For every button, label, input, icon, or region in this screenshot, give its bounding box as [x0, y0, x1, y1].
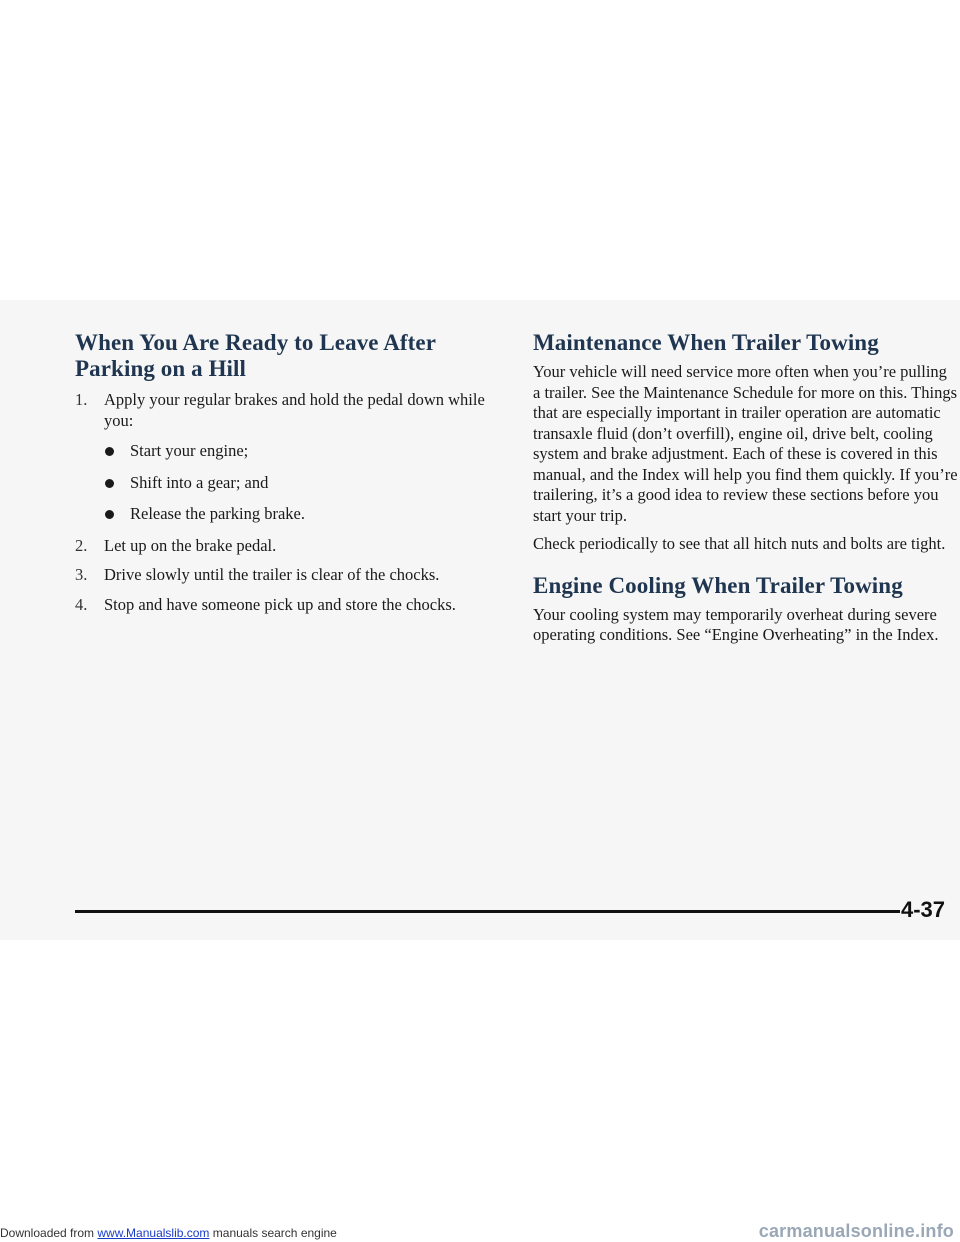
bullet-icon [105, 479, 114, 488]
bullet-icon [105, 447, 114, 456]
step-number: 1. [75, 390, 88, 409]
page-number: 4-37 [900, 897, 945, 922]
step-text: Stop and have someone pick up and store the chocks. [104, 594, 456, 614]
step-item [75, 390, 505, 525]
bullet-item [104, 473, 505, 494]
step-item [75, 595, 505, 616]
bullet-list [104, 441, 505, 525]
heading-maintenance-trailer-towing: Maintenance When Trailer Towing [533, 330, 879, 355]
step-text: Apply your regular brakes and hold the pedal down while you: [104, 390, 485, 430]
bullet-text: Start your engine; [130, 441, 249, 460]
hitch-check-paragraph: Check periodically to see that all hitch nuts and bolts are tight. [533, 534, 946, 553]
maintenance-paragraph: Your vehicle will need service more often when you’re pulling a trailer. See the Maintenance Schedule for more on this. Things that are especially important in trailer operation are automatic transaxle fluid (don’t overfill), engine oil, drive belt, cooling system and brake adjustment. Each of these is covered in this manual, and the Index will help you find them quickly. If you’re trailering, it’s a good idea to review these sections before you start your trip. [533, 362, 958, 525]
manualslib-link[interactable]: www.Manualslib.com [97, 1226, 210, 1240]
download-prefix: Downloaded from [0, 1226, 98, 1240]
download-source [0, 1226, 337, 1240]
step-number: 3. [75, 565, 88, 584]
bullet-item [104, 504, 505, 525]
heading-leave-after-parking: When You Are Ready to Leave After Parking on a Hill [75, 330, 436, 381]
bullet-text: Release the parking brake. [130, 504, 306, 523]
engine-cooling-paragraph: Your cooling system may temporarily overheat during severe operating conditions. See “Engine Overheating” in the Index. [533, 604, 939, 644]
bullet-text: Shift into a gear; and [130, 472, 269, 492]
watermark: carmanualsonline.info [758, 1221, 954, 1241]
bullet-icon [105, 510, 114, 519]
step-item [75, 536, 505, 557]
step-text: Let up on the brake pedal. [104, 535, 277, 555]
heading-engine-cooling: Engine Cooling When Trailer Towing [533, 572, 903, 598]
download-suffix: manuals search engine [209, 1226, 337, 1240]
step-item [75, 565, 505, 586]
bullet-item [104, 441, 505, 462]
right-column [533, 330, 958, 654]
left-column [75, 330, 505, 624]
step-text: Drive slowly until the trailer is clear of the chocks. [104, 565, 440, 584]
steps-list [75, 390, 505, 615]
footer-rule [75, 910, 900, 913]
step-number: 2. [75, 535, 88, 555]
step-number: 4. [75, 594, 88, 614]
